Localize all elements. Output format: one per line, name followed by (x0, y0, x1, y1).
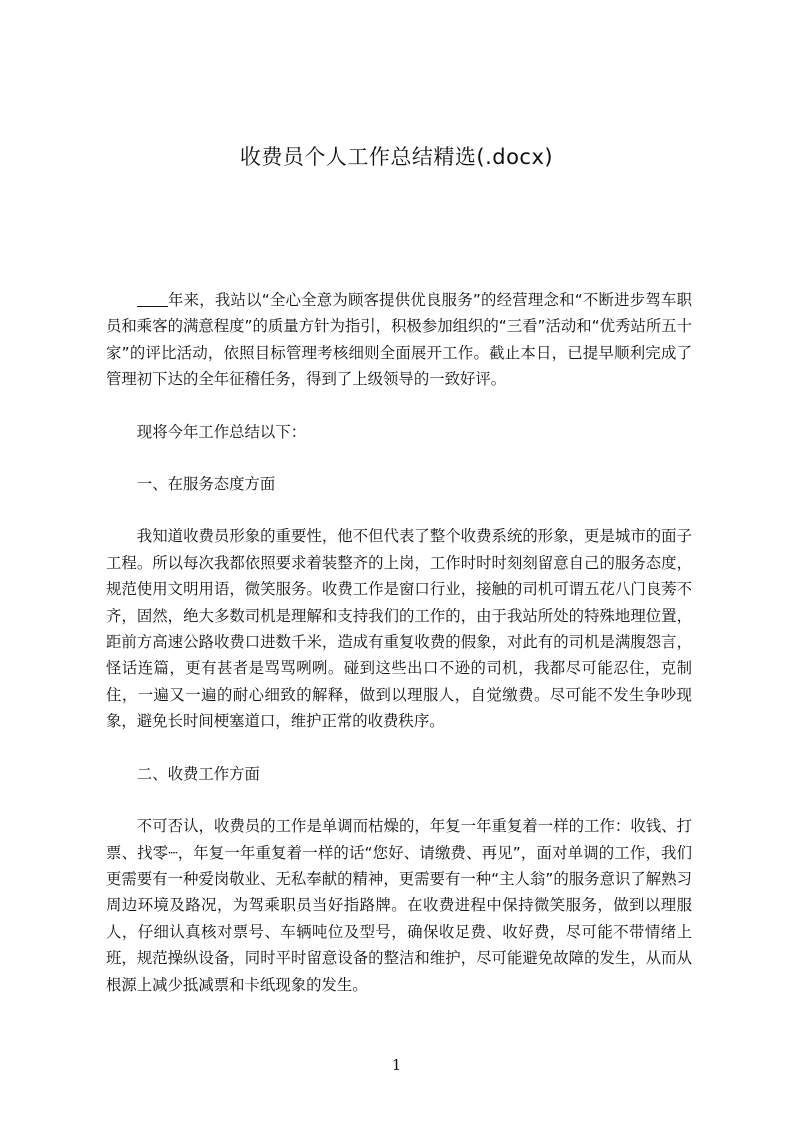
document-body (106, 287, 692, 998)
paragraph-gap (106, 735, 692, 761)
section-heading-service-attitude: 一、在服务态度方面 (136, 475, 276, 494)
paragraph-gap (106, 497, 692, 523)
paragraph-service-attitude: 我知道收费员形象的重要性，他不但代表了整个收费系统的形象，更是城市的面子工程。所以每次我都依照要求着装整齐的上岗，工作时时时刻刻留意自己的服务态度，规范使用文明用语，微笑服务。收费工作是窗口行业，接触的司机可谓五花八门良莠不齐，固然，绝大多数司机是理解和支持我们的工作的，由于我站所处的特殊地理位置，距前方高速公路收费口进数千米，造成有重复收费的假象，对此有的司机是满腹怨言，怪话连篇，更有甚者是骂骂咧咧。碰到这些出口不逊的司机，我都尽可能忍住，克制住，一遍又一遍的耐心细致的解释，做到以理服人，自觉缴费。尽可能不发生争吵现象，避免长时间梗塞道口，维护正常的收费秩序。 (106, 527, 692, 731)
paragraph-toll-work: 不可否认，收费员的工作是单调而枯燥的，年复一年重复着一样的工作：收钱、打票、找零┈，年复一年重复着一样的话“您好、请缴费、再见”，面对单调的工作，我们更需要有一种爱岗敬业、无私奉献的精神，更需要有一种“主人翁”的服务意识了解熟习周边环境及路况，为驾乘职员当好指路牌。在收费进程中保持微笑服务，做到以理服人，仔细认真核对票号、车辆吨位及型号，确保收足费、收好费，尽可能不带情绪上班，规范操纵设备，同时平时留意设备的整洁和维护，尽可能避免故障的发生，从而从根源上减少抵减票和卡纸现象的发生。 (106, 817, 692, 994)
paragraph-gap (106, 787, 692, 813)
section-heading-toll-work: 二、收费工作方面 (136, 764, 260, 783)
paragraph-gap (106, 445, 692, 471)
paragraph-gap (106, 393, 692, 419)
intro-line: 现将今年工作总结以下： (136, 422, 307, 441)
paragraph-opening-text: 年来，我站以“全心全意为顾客提供优良服务”的经营理念和“不断进步驾车职员和乘客的满意程度”的质量方针为指引，积极参加组织的“三看”活动和“优秀站所五十家”的评比活动，依照目标管理考核细则全面展开工作。截止本日，已提早顺利完成了管理初下达的全年征稽任务，得到了上级领导的一致好评。 (106, 291, 692, 389)
document-title: 收费员个人工作总结精选(.docx) (239, 145, 554, 169)
page-number: 1 (391, 1056, 402, 1074)
paragraph-opening (106, 287, 692, 393)
fill-in-blank (137, 291, 168, 307)
